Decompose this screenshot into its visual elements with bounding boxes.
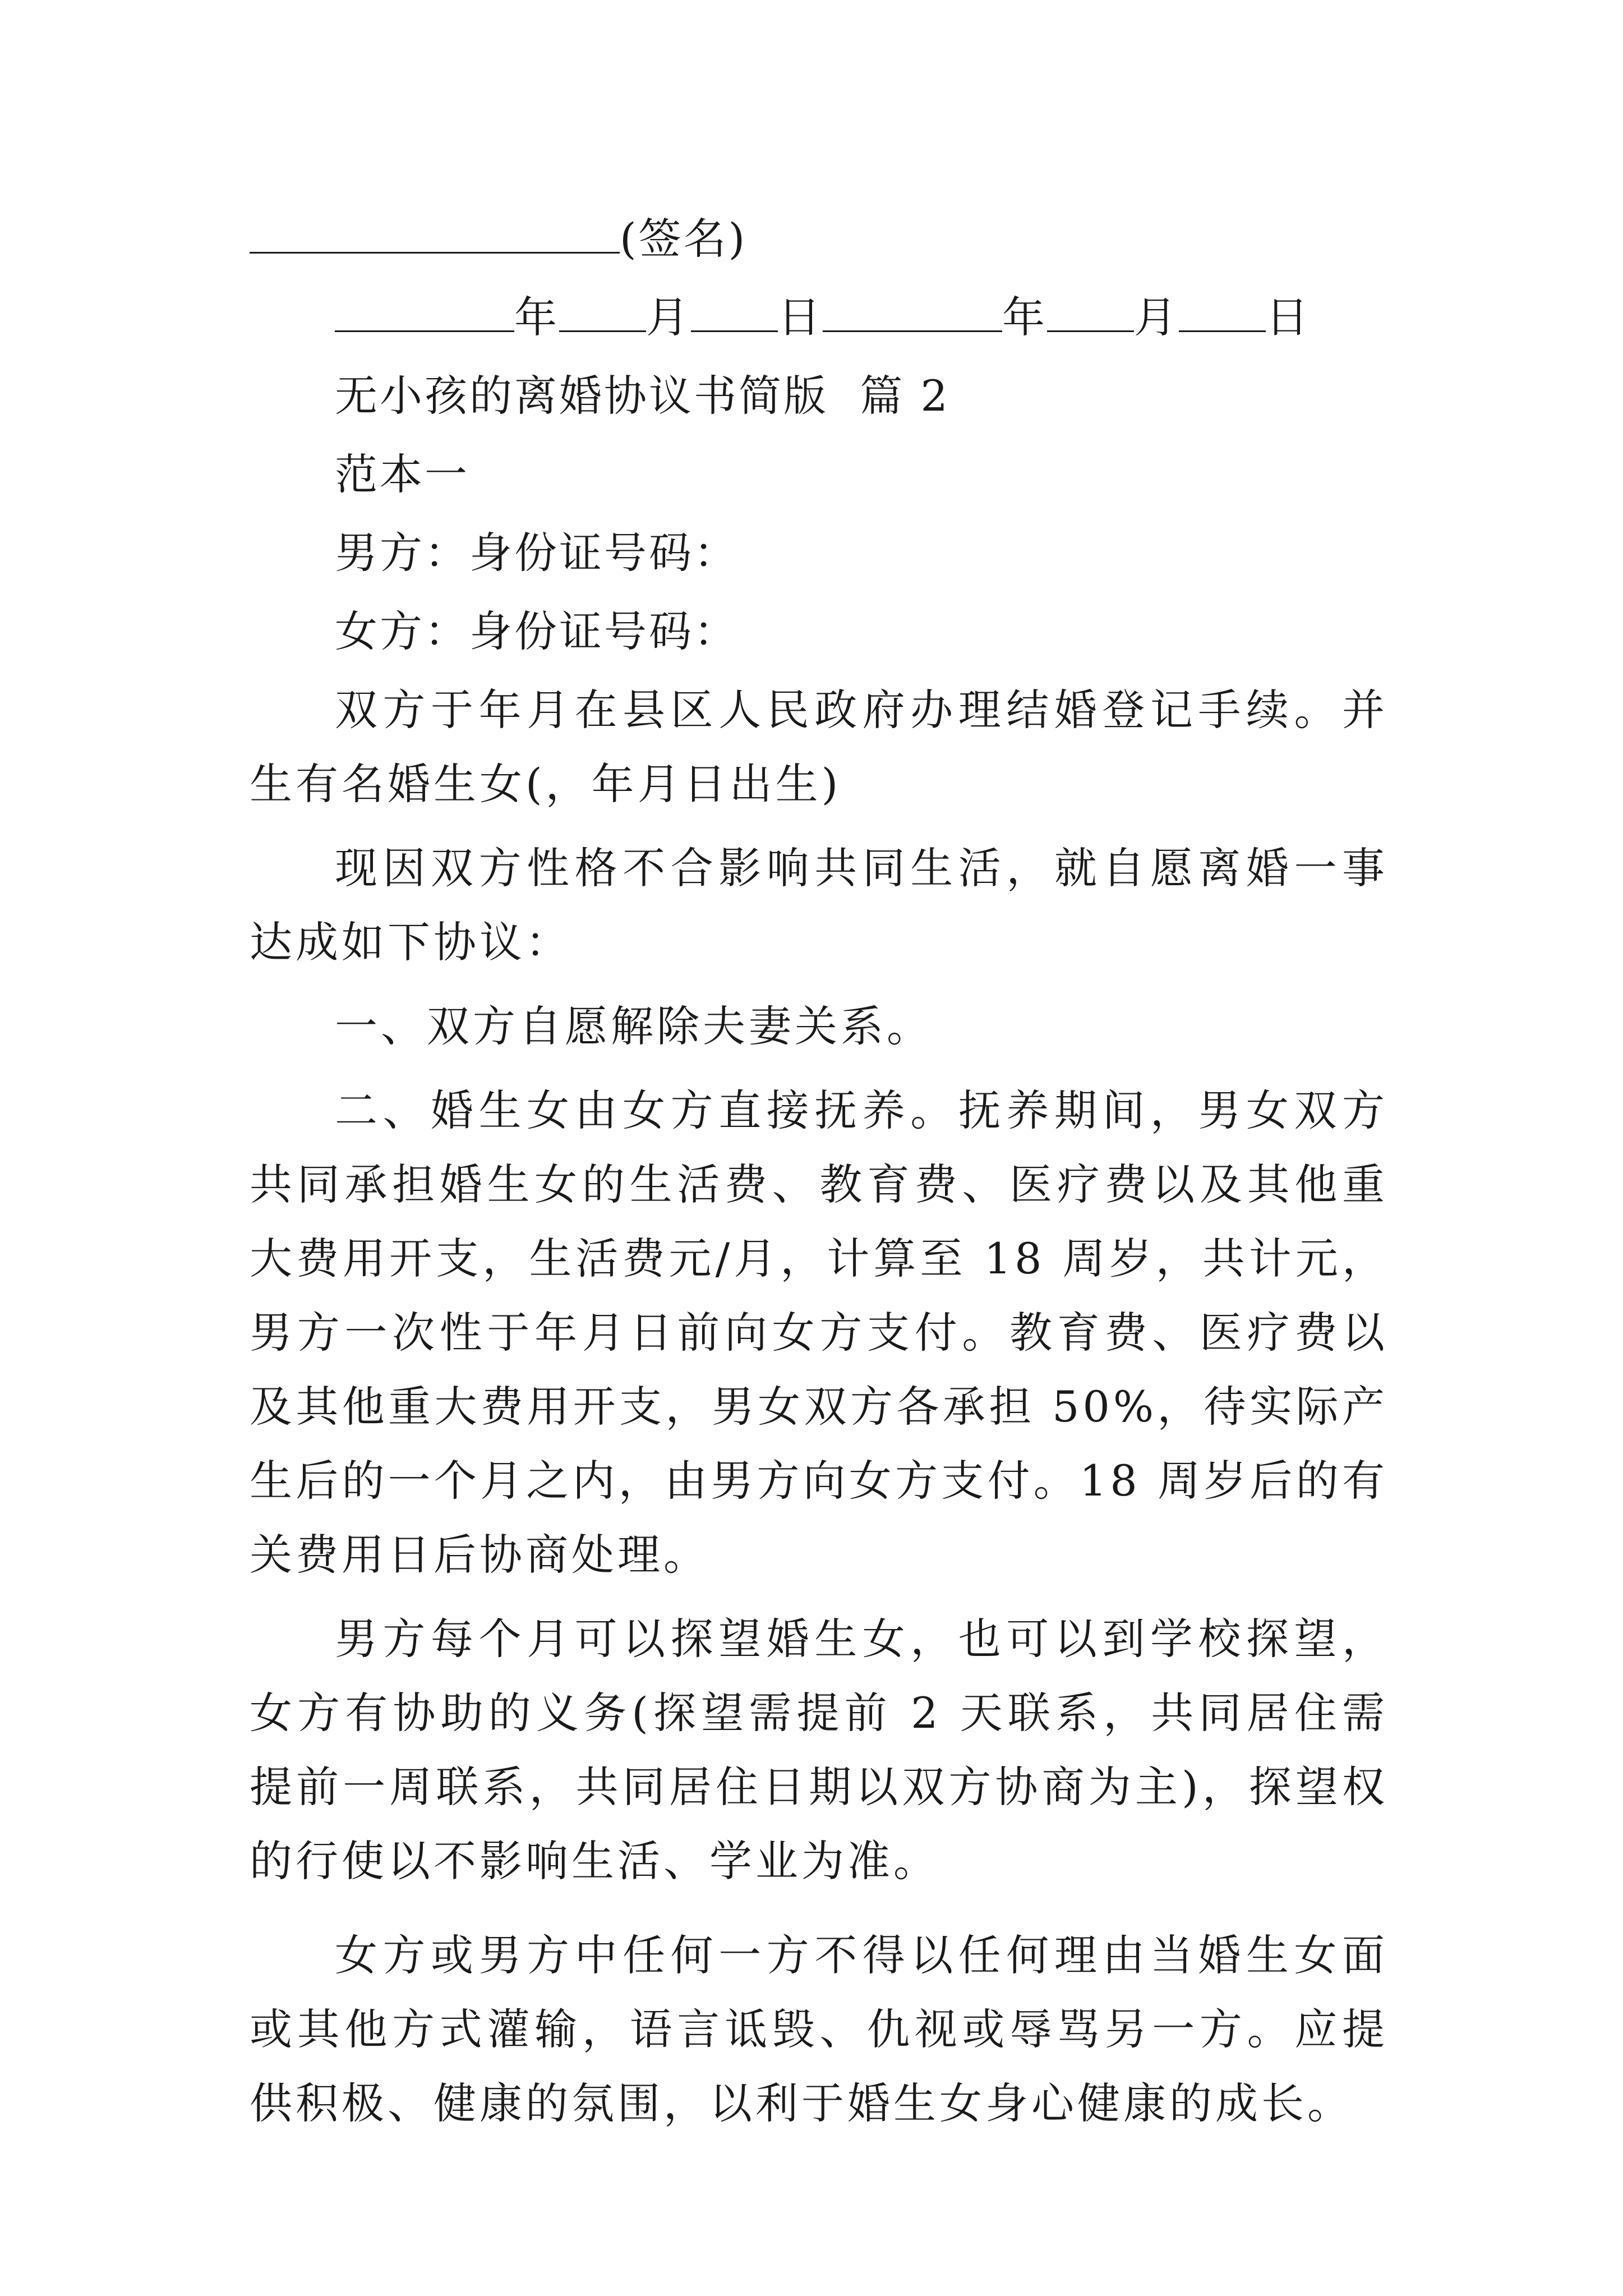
date-month-label: 月 bbox=[646, 292, 691, 342]
male-id-line: 男方：身份证号码： bbox=[335, 528, 739, 578]
date-blank bbox=[823, 295, 1002, 332]
paragraph-clause-1: 一、双方自愿解除夫妻关系。 bbox=[335, 1001, 933, 1051]
paragraph-clause-2: 二、婚生女由女方直接抚养。抚养期间，男女双方共同承担婚生女的生活费、教育费、医疗费以及其他重大费用开支，生活费元/月，计算至 18 周岁，共计元，男方一次性于年月日前向女方支付。教育费、医疗费以及其他重大费用开支，男女双方各承担 50%，待实际产生后的一个月之内，由男方向女方支付。18 周岁后的有关费用日后协商处理。 bbox=[250, 1085, 1388, 1580]
document-body bbox=[250, 202, 1388, 2141]
date-blank bbox=[1047, 295, 1134, 332]
paragraph-divorce-reason: 现因双方性格不合影响共同生活，就自愿离婚一事达成如下协议： bbox=[250, 843, 1388, 967]
date-day-label: 日 bbox=[778, 292, 823, 342]
date-day-label: 日 bbox=[1266, 292, 1311, 342]
date-blank bbox=[1179, 295, 1266, 332]
signature-label: (签名) bbox=[620, 214, 748, 264]
signature-line bbox=[250, 202, 1388, 276]
date-year-label: 年 bbox=[514, 292, 559, 342]
date-month-label: 月 bbox=[1134, 292, 1179, 342]
date-year-label: 年 bbox=[1002, 292, 1047, 342]
paragraph-marriage-registration: 双方于年月在县区人民政府办理结婚登记手续。并生有名婚生女(，年月日出生) bbox=[250, 685, 1388, 809]
template-name: 范本一 bbox=[335, 449, 469, 499]
date-blank bbox=[691, 295, 778, 332]
female-id-line: 女方：身份证号码： bbox=[335, 606, 739, 656]
section-title: 无小孩的离婚协议书简版 篇 2 bbox=[335, 371, 950, 421]
date-blank bbox=[335, 295, 514, 332]
date-blank bbox=[559, 295, 646, 332]
signature-blank bbox=[250, 216, 620, 254]
paragraph-visitation: 男方每个月可以探望婚生女，也可以到学校探望，女方有协助的义务(探望需提前 2 天联系，共同居住需提前一周联系，共同居住日期以双方协商为主)，探望权的行使以不影响生活、学业为准。 bbox=[250, 1614, 1388, 1886]
date-line bbox=[250, 280, 1388, 355]
paragraph-no-defamation: 女方或男方中任何一方不得以任何理由当婚生女面或其他方式灌输，语言诋毁、仇视或辱骂另一方。应提供积极、健康的氛围，以利于婚生女身心健康的成长。 bbox=[250, 1930, 1388, 2128]
